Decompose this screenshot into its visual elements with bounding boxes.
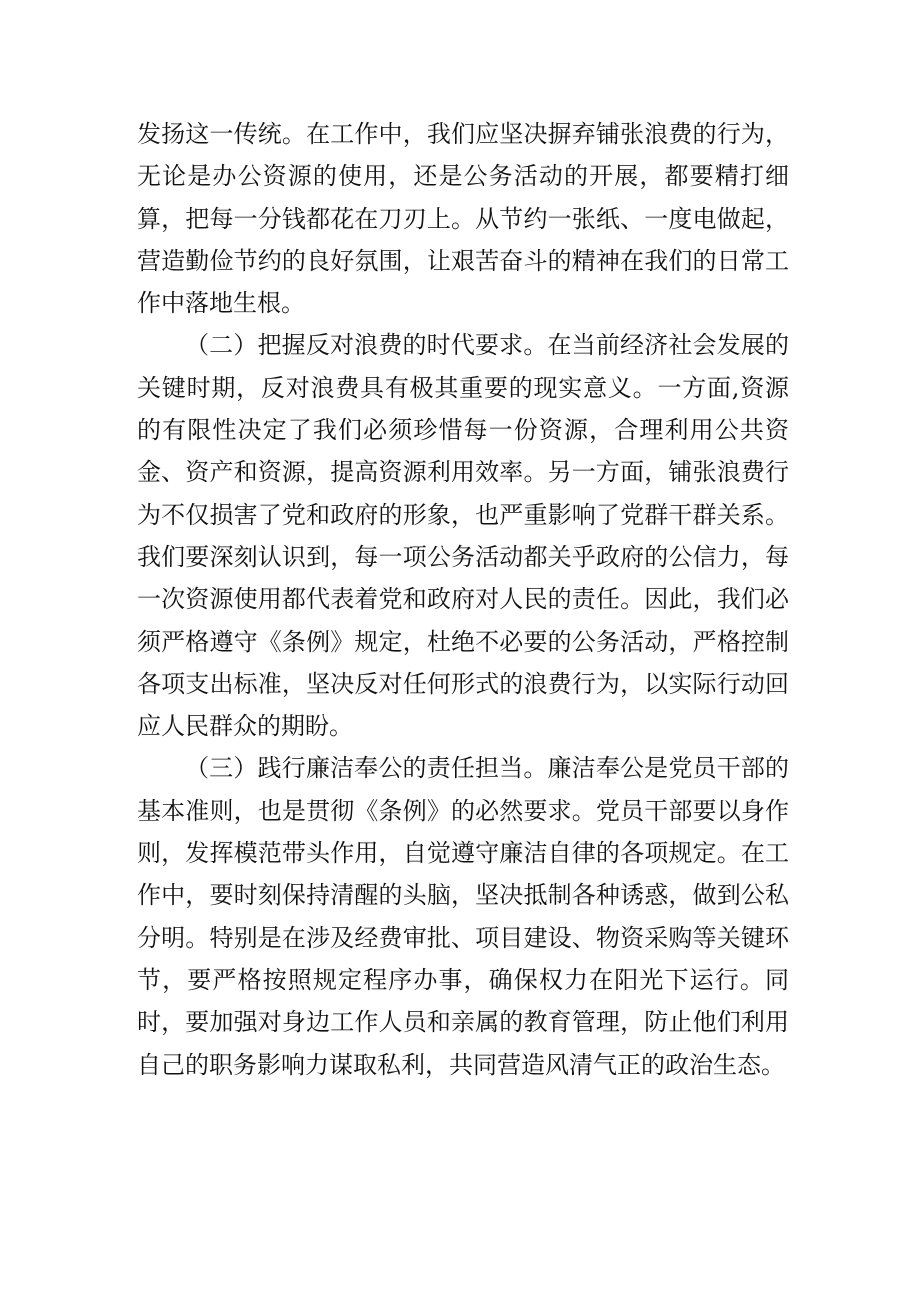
paragraph-continuation: 发扬这一传统。在工作中，我们应坚决摒弃铺张浪费的行为，无论是办公资源的使用，还是公务活动的开展，都要精打细算，把每一分钱都花在刀刃上。从节约一张纸、一度电做起，营造勤俭节约的良好氛围，让艰苦奋斗的精神在我们的日常工作中落地生根。 xyxy=(137,120,789,318)
document-body xyxy=(137,113,789,1086)
paragraph-section-3: （三）践行廉洁奉公的责任担当。廉洁奉公是党员干部的基本准则，也是贯彻《条例》的必然要求。党员干部要以身作则，发挥模范带头作用，自觉遵守廉洁自律的各项规定。在工作中，要时刻保持清醒的头脑，坚决抵制各种诱惑，做到公私分明。特别是在涉及经费审批、项目建设、物资采购等关键环节，要严格按照规定程序办事，确保权力在阳光下运行。同时，要加强对身边工作人员和亲属的教育管理，防止他们利用自己的职务影响力谋取私利，共同营造风清气正的政治生态。 xyxy=(137,754,789,1079)
paragraph-section-2: （二）把握反对浪费的时代要求。在当前经济社会发展的关键时期，反对浪费具有极其重要的现实意义。一方面,资源的有限性决定了我们必须珍惜每一份资源，合理利用公共资金、资产和资源，提高资源利用效率。另一方面，铺张浪费行为不仅损害了党和政府的形象，也严重影响了党群干群关系。我们要深刻认识到，每一项公务活动都关乎政府的公信力，每一次资源使用都代表着党和政府对人民的责任。因此，我们必须严格遵守《条例》规定，杜绝不必要的公务活动，严格控制各项支出标准，坚决反对任何形式的浪费行为，以实际行动回应人民群众的期盼。 xyxy=(137,331,789,741)
